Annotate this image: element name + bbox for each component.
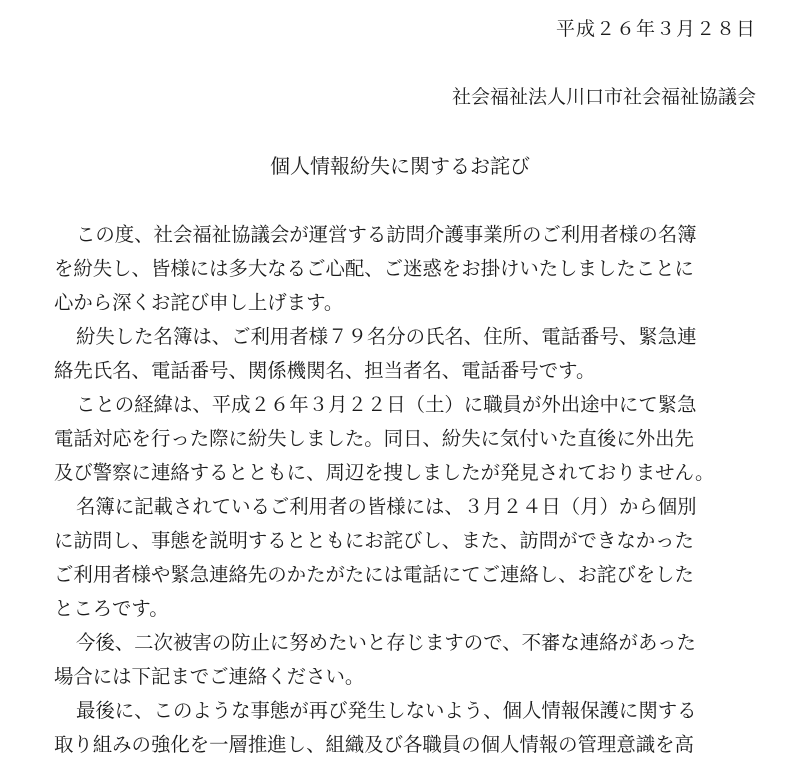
paragraph-4	[54, 490, 774, 626]
text-line: 今後、二次被害の防止に努めたいと存じますので、不審な連絡があった	[76, 631, 696, 654]
text-line: ところです。	[54, 597, 169, 620]
text-line: 絡先氏名、電話番号、関係機関名、担当者名、電話番号です。	[54, 359, 596, 382]
text-line: 電話対応を行った際に紛失しました。同日、紛失に気付いた直後に外出先	[54, 427, 694, 450]
text-line: 紛失した名簿は、ご利用者様７９名分の氏名、住所、電話番号、緊急連	[76, 325, 697, 348]
text-line: 取り組みの強化を一層推進し、組織及び各職員の個人情報の管理意識を高	[54, 733, 694, 756]
text-line: ことの経緯は、平成２６年３月２２日（土）に職員が外出途中にて緊急	[76, 393, 697, 416]
document-body	[54, 218, 774, 762]
issuing-organization: 社会福祉法人川口市社会福祉協議会	[451, 86, 756, 108]
text-line: 心から深くお詫び申し上げます。	[54, 291, 344, 314]
text-line: 場合には下記までご連絡ください。	[54, 665, 365, 688]
document-title: 個人情報紛失に関するお詫び	[270, 154, 530, 178]
text-line: 名簿に記載されているご利用者の皆様には、３月２４日（月）から個別	[76, 495, 697, 518]
paragraph-6	[54, 694, 774, 762]
paragraph-2	[54, 320, 774, 388]
text-line: を紛失し、皆様には多大なるご心配、ご迷惑をお掛けいたしましたことに	[54, 257, 694, 280]
paragraph-1	[54, 218, 774, 320]
text-line: 最後に、このような事態が再び発生しないよう、個人情報保護に関する	[76, 699, 697, 722]
text-line: この度、社会福祉協議会が運営する訪問介護事業所のご利用者様の名簿	[76, 223, 697, 246]
text-line: ご利用者様や緊急連絡先のかたがたには電話にてご連絡し、お詫びをした	[54, 563, 694, 586]
paragraph-5	[54, 626, 774, 694]
text-line: 及び警察に連絡するとともに、周辺を捜しましたが発見されておりません。	[54, 461, 715, 484]
document-date: 平成２６年３月２８日	[555, 18, 756, 40]
text-line: に訪問し、事態を説明するとともにお詫びし、また、訪問ができなかった	[54, 529, 694, 552]
paragraph-3	[54, 388, 774, 490]
